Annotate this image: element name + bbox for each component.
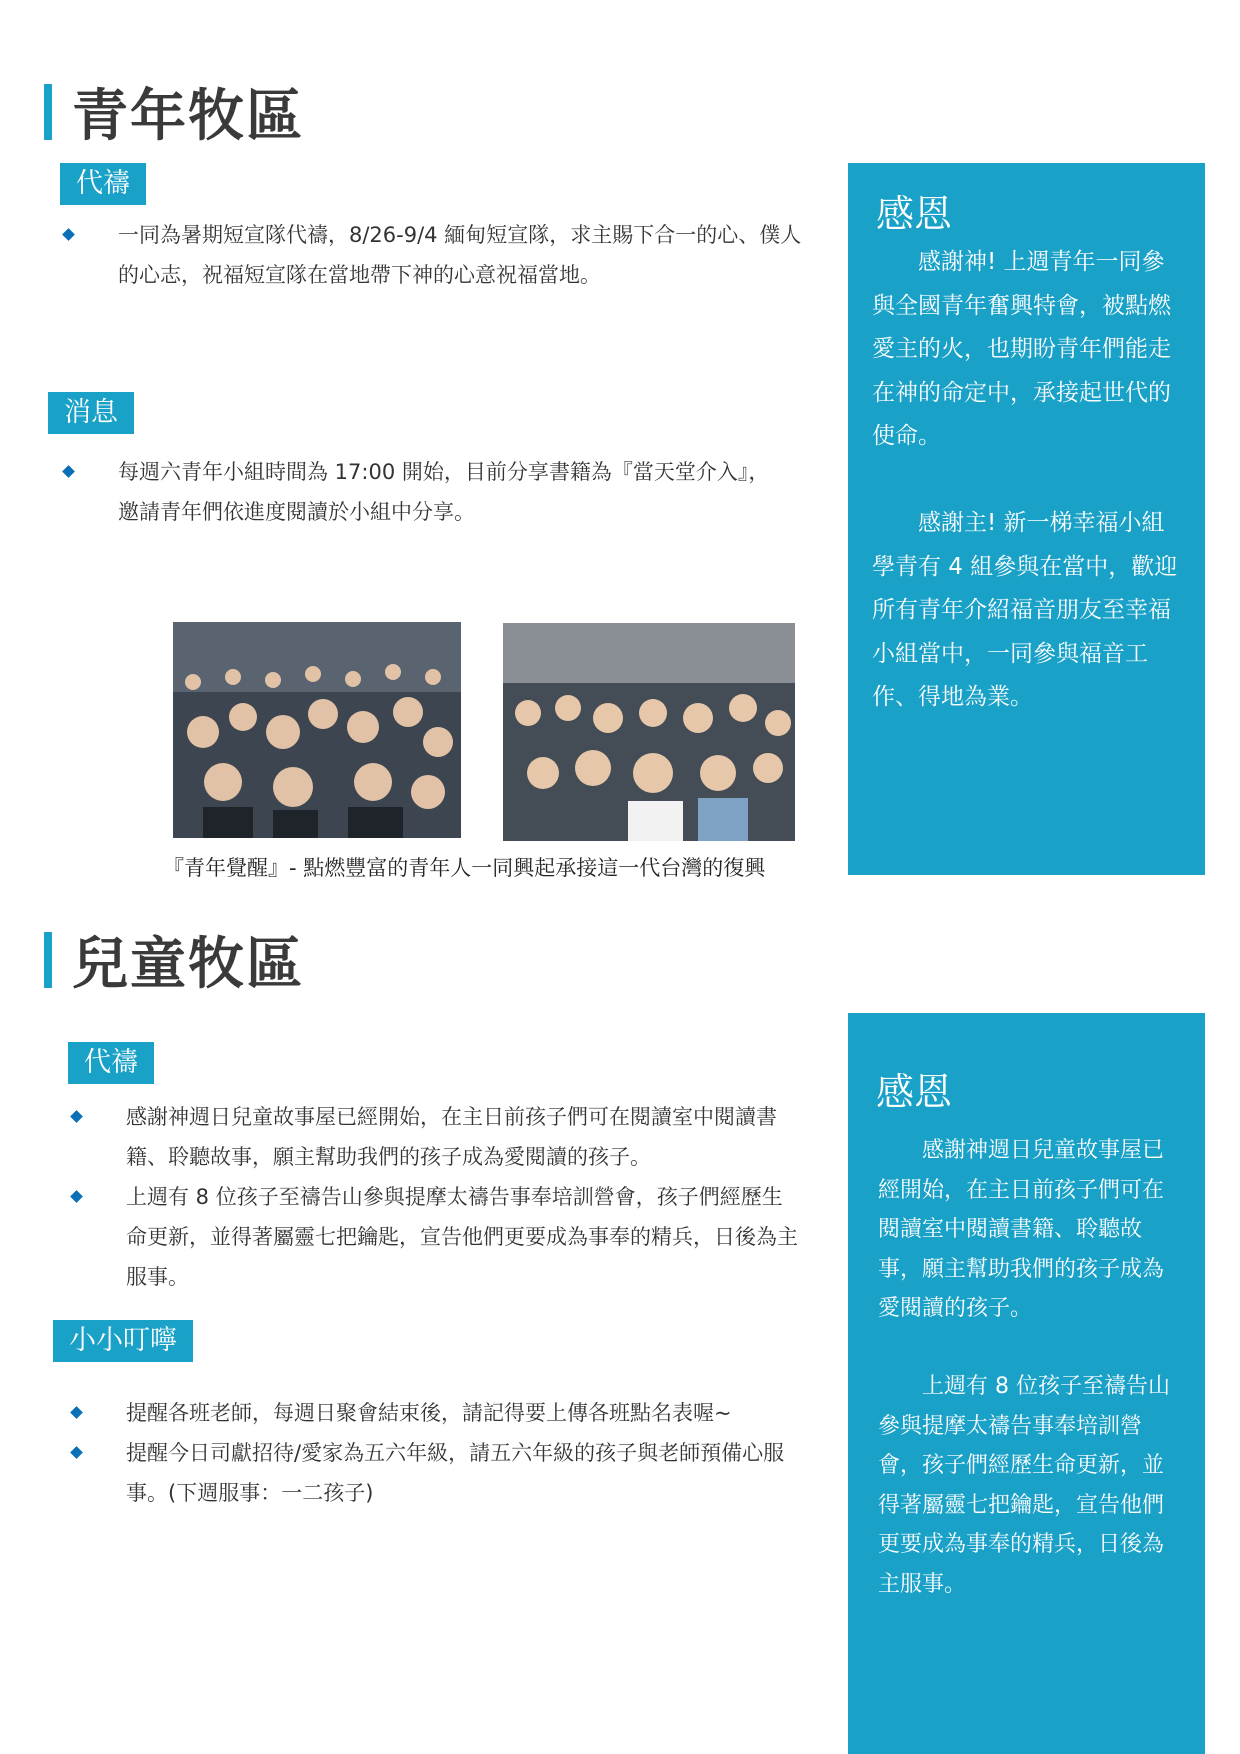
children-thanks-paragraph-2: 上週有 8 位孩子至禱告山參與提摩太禱告事奉培訓營會，孩子們經歷生命更新，並得著屬靈七把鑰匙，宣告他們更要成為事奉的精兵，日後為主服事。 bbox=[878, 1374, 1170, 1597]
list-item: 提醒各班老師，每週日聚會結束後，請記得要上傳各班點名表喔~ bbox=[68, 1393, 810, 1433]
photo-caption: 『青年覺醒』- 點燃豐富的青年人一同興起承接這一代台灣的復興 bbox=[163, 856, 766, 880]
title-accent-bar bbox=[44, 932, 52, 988]
children-prayer-list bbox=[68, 1097, 800, 1297]
title-accent-bar bbox=[44, 84, 52, 140]
diamond-bullet-icon bbox=[70, 1110, 83, 1123]
youth-prayer-list bbox=[60, 215, 815, 295]
youth-group-photo-1 bbox=[173, 622, 461, 838]
children-title-text: 兒童牧區 bbox=[72, 932, 304, 997]
children-section-title bbox=[44, 920, 304, 1000]
youth-thanks-paragraph-2: 感謝主! 新一梯幸福小組學青有 4 組參與在當中，歡迎所有青年介紹福音朋友至幸福小組當中，一同參與福音工作、得地為業。 bbox=[872, 510, 1178, 710]
list-item: 每週六青年小組時間為 17:00 開始，目前分享書籍為『當天堂介入』，邀請青年們依進度閱讀於小組中分享。 bbox=[60, 452, 780, 532]
children-reminder-list bbox=[68, 1393, 810, 1513]
youth-news-tag: 消息 bbox=[48, 392, 134, 434]
list-item: 一同為暑期短宣隊代禱，8/26-9/4 緬甸短宣隊，求主賜下合一的心、僕人的心志，祝福短宣隊在當地帶下神的心意祝福當地。 bbox=[60, 215, 815, 295]
list-item: 上週有 8 位孩子至禱告山參與提摩太禱告事奉培訓營會，孩子們經歷生命更新，並得著屬靈七把鑰匙，宣告他們更要成為事奉的精兵，日後為主服事。 bbox=[68, 1177, 800, 1297]
youth-prayer-tag: 代禱 bbox=[60, 163, 146, 205]
diamond-bullet-icon bbox=[70, 1446, 83, 1459]
children-thanks-paragraph-1: 感謝神週日兒童故事屋已經開始，在主日前孩子們可在閱讀室中閱讀書籍、聆聽故事，願主幫助我們的孩子成為愛閱讀的孩子。 bbox=[878, 1138, 1165, 1321]
children-prayer-tag: 代禱 bbox=[68, 1042, 154, 1084]
youth-section-title bbox=[44, 72, 304, 152]
diamond-bullet-icon bbox=[62, 465, 75, 478]
children-reminder-tag: 小小叮嚀 bbox=[53, 1320, 193, 1362]
list-item: 感謝神週日兒童故事屋已經開始，在主日前孩子們可在閱讀室中閱讀書籍、聆聽故事，願主幫助我們的孩子成為愛閱讀的孩子。 bbox=[68, 1097, 800, 1177]
youth-thanks-heading: 感恩 bbox=[876, 192, 953, 236]
youth-thanks-box bbox=[848, 163, 1205, 875]
diamond-bullet-icon bbox=[70, 1190, 83, 1203]
youth-thanks-paragraph-1: 感謝神! 上週青年一同參與全國青年奮興特會，被點燃愛主的火，也期盼青年們能走在神的命定中，承接起世代的使命。 bbox=[872, 249, 1171, 449]
youth-group-photo-2 bbox=[503, 623, 795, 841]
list-item: 提醒今日司獻招待/愛家為五六年級，請五六年級的孩子與老師預備心服事。(下週服事：一二孩子) bbox=[68, 1433, 810, 1513]
children-thanks-box bbox=[848, 1013, 1205, 1754]
diamond-bullet-icon bbox=[70, 1406, 83, 1419]
youth-news-list bbox=[60, 452, 780, 532]
diamond-bullet-icon bbox=[62, 228, 75, 241]
children-thanks-heading: 感恩 bbox=[876, 1070, 953, 1114]
youth-title-text: 青年牧區 bbox=[72, 84, 304, 149]
